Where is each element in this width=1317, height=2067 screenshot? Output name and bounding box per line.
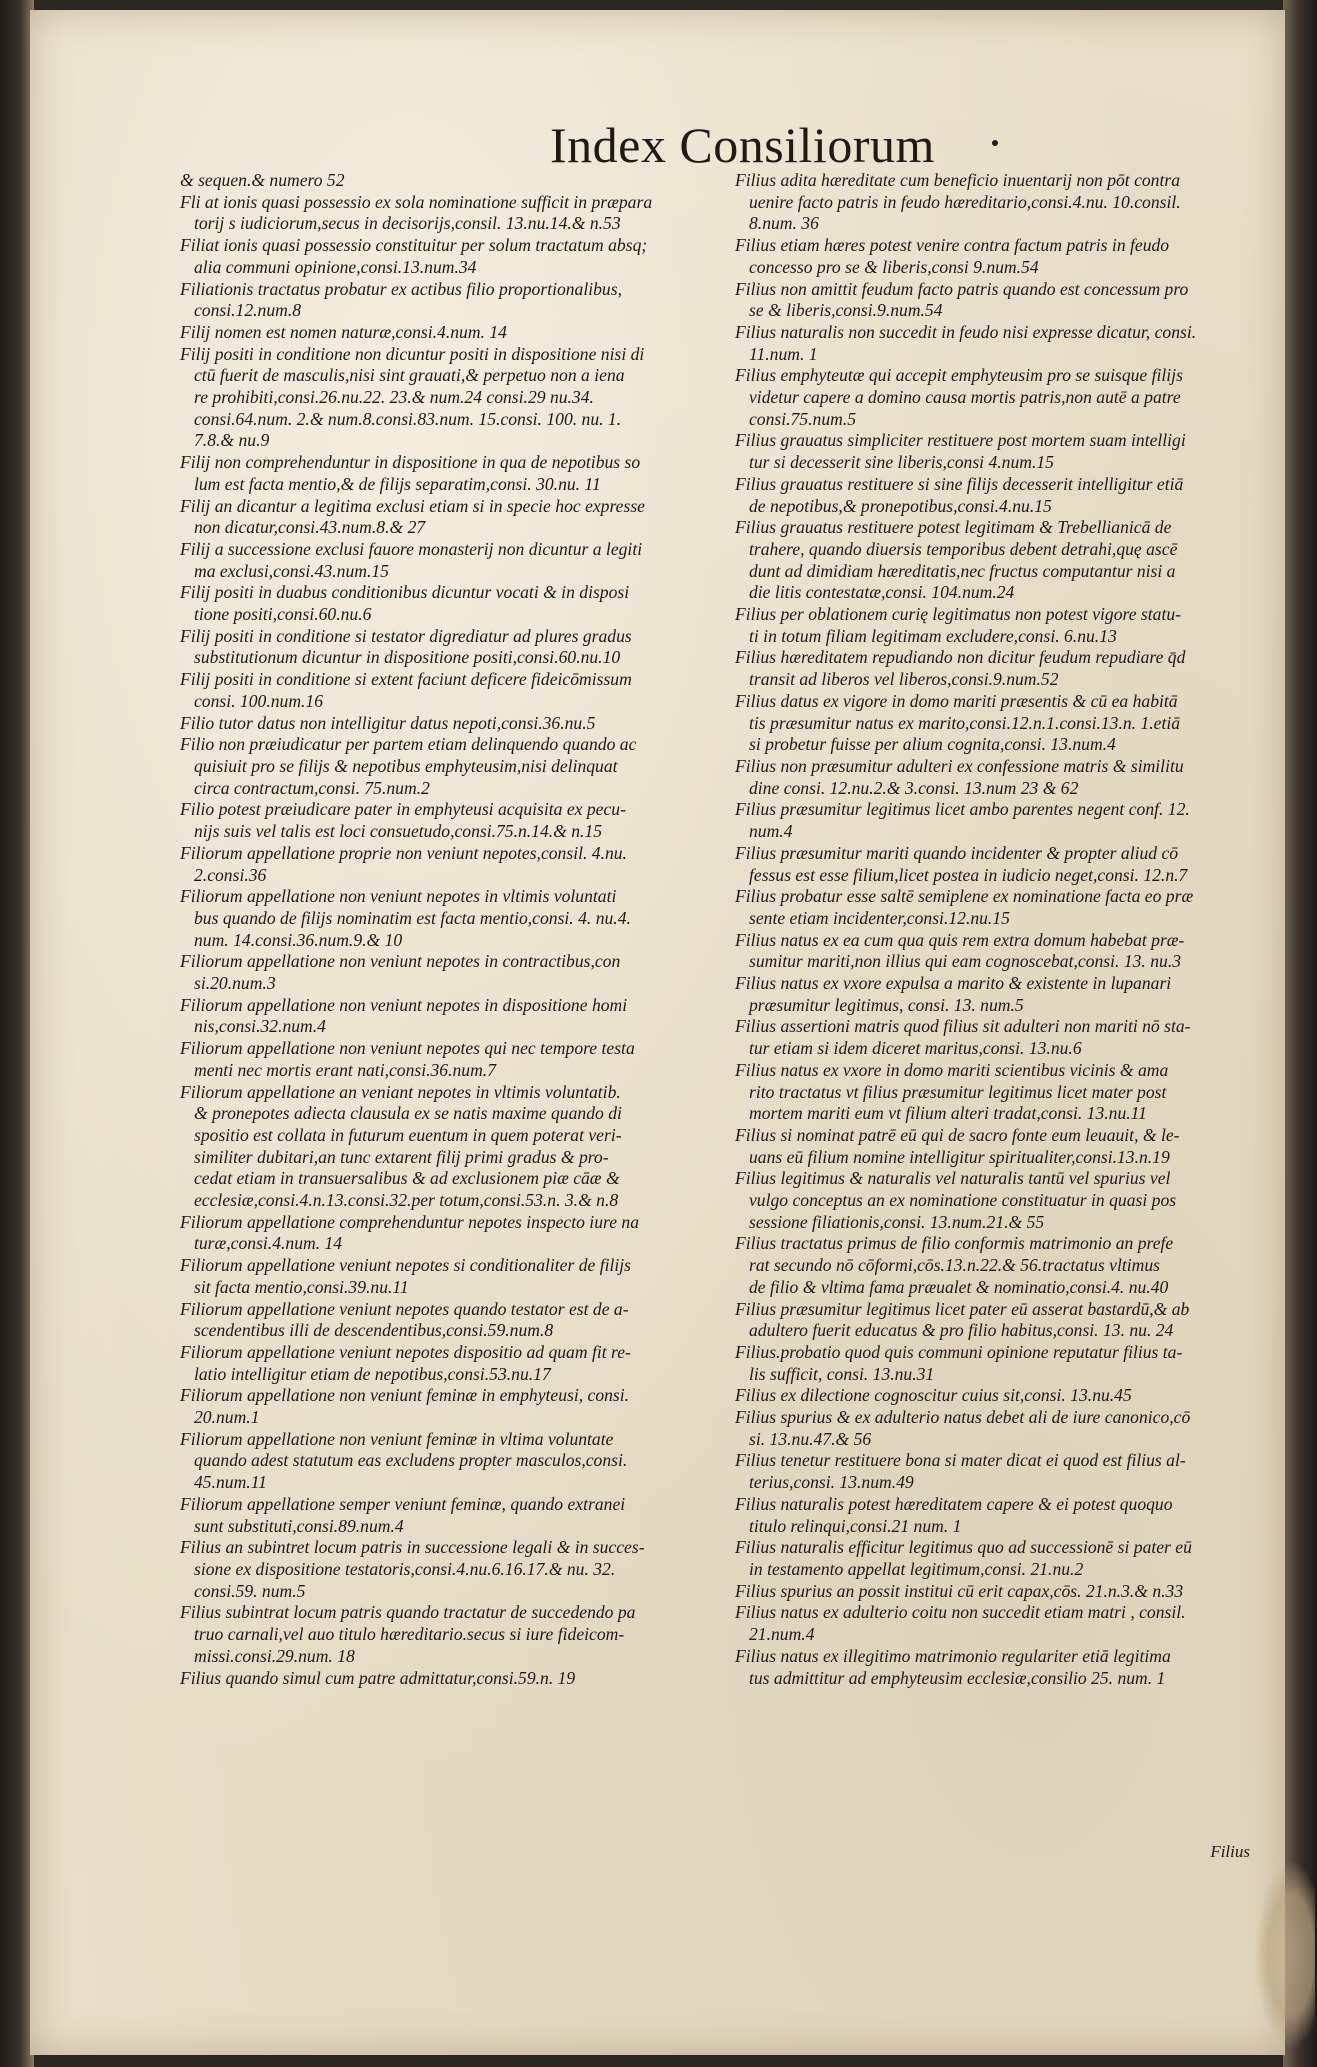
entry-continuation: ctū fuerit de masculis,nisi sint grauati,& perpetuo non a iena xyxy=(194,365,625,386)
entry-line: Filiorum appellatione non veniunt nepotes in vltimis voluntati xyxy=(180,886,617,907)
entry-continuation: lis sufficit, consi. 13.nu.31 xyxy=(749,1363,935,1384)
entry-line: Filiorum appellatione semper veniunt feminæ, quando extranei xyxy=(180,1493,626,1514)
entry-line: Filiorum appellatione non veniunt nepotes in dispositione homi xyxy=(180,994,628,1015)
entry-line: & sequen.& numero 52 xyxy=(180,170,345,190)
entry-continuation: terius,consi. 13.num.49 xyxy=(749,1472,914,1493)
entry-line: Filius quando simul cum patre admittatur,consi.59.n. 19 xyxy=(180,1667,576,1688)
entry-line: Filiorum appellatione non veniunt nepotes qui nec tempore testa xyxy=(180,1038,635,1059)
index-entry xyxy=(735,1602,1275,1645)
entry-continuation: re prohibiti,consi.26.nu.22. 23.& num.24 consi.29 nu.34. xyxy=(194,387,594,408)
entry-line: Filij positi in conditione si testator digrediatur ad plures gradus xyxy=(180,625,632,646)
entry-continuation: trahere, quando diuersis temporibus debent detrahi,quę ascē xyxy=(749,538,1178,559)
index-entry xyxy=(735,1494,1275,1537)
entry-line: Filiorum appellatione non veniunt nepotes in contractibus,con xyxy=(180,951,621,972)
index-entry xyxy=(180,1602,740,1667)
entry-continuation: 7.8.& nu.9 xyxy=(194,430,270,451)
entry-line: Filius naturalis efficitur legitimus quo ad successionē si pater eū xyxy=(735,1537,1192,1558)
entry-line: Filius natus ex adulterio coitu non succedit etiam matri , consil. xyxy=(735,1602,1186,1623)
entry-line: Filius.probatio quod quis communi opinione reputatur filius ta- xyxy=(735,1341,1183,1362)
entry-line: Filiorum appellatione non veniunt feminæ in vltima voluntate xyxy=(180,1428,614,1449)
paper-damage xyxy=(1255,1860,1315,2050)
entry-line: Filius præsumitur legitimus licet ambo parentes negent conf. 12. xyxy=(735,799,1190,820)
entry-continuation: non dicatur,consi.43.num.8.& 27 xyxy=(194,517,426,538)
entry-continuation: vulgo conceptus an ex nominatione constituatur in quasi pos xyxy=(749,1190,1177,1211)
index-entry xyxy=(180,1299,740,1342)
entry-line: Filius probatur esse saltē semiplene ex nominatione facta eo præ xyxy=(735,886,1194,907)
index-entry xyxy=(735,1060,1275,1125)
index-entry xyxy=(735,1450,1275,1493)
entry-continuation: 21.num.4 xyxy=(749,1624,815,1645)
entry-continuation: tione positi,consi.60.nu.6 xyxy=(194,604,372,625)
index-entry xyxy=(735,1646,1275,1689)
index-entry xyxy=(735,430,1275,473)
index-entry xyxy=(735,1125,1275,1168)
entry-continuation: rito tractatus vt filius præsumitur legitimus licet mater post xyxy=(749,1081,1167,1102)
entry-line: Filius tractatus primus de filio conformis matrimonio an prefe xyxy=(735,1233,1174,1254)
entry-continuation: adultero fuerit educatus & pro filio habitus,consi. 13. nu. 24 xyxy=(749,1320,1174,1341)
index-entry xyxy=(180,799,740,842)
entry-line: Filius subintrat locum patris quando tractatur de succedendo pa xyxy=(180,1602,636,1623)
index-entry xyxy=(180,582,740,625)
index-entry xyxy=(735,930,1275,973)
index-entry xyxy=(180,1212,740,1255)
index-entry xyxy=(180,1038,740,1081)
index-entry xyxy=(180,192,740,235)
entry-continuation: quisiuit pro se filijs & nepotibus emphyteusim,nisi delinquat xyxy=(194,755,618,776)
index-entry xyxy=(180,951,740,994)
index-entry xyxy=(735,1581,1275,1603)
entry-continuation: mortem mariti eum vt filium alteri tradat,consi. 13.nu.11 xyxy=(749,1103,1147,1124)
entry-continuation: in testamento appellat legitimum,consi. 21.nu.2 xyxy=(749,1559,1084,1579)
entry-continuation: se & liberis,consi.9.num.54 xyxy=(749,300,943,321)
entry-continuation: truo carnali,vel auo titulo hæreditario.secus si iure fideicom- xyxy=(194,1624,625,1645)
entry-line: Filius assertioni matris quod filius sit adulteri non mariti nō sta- xyxy=(735,1016,1191,1037)
entry-continuation: num. 14.consi.36.num.9.& 10 xyxy=(194,929,403,950)
entry-line: Filius natus ex ea cum qua quis rem extra domum habebat præ- xyxy=(735,929,1185,950)
index-entry xyxy=(735,1407,1275,1450)
entry-continuation: similiter dubitari,an tunc extarent filij primi gradus & pro- xyxy=(194,1146,609,1167)
entry-line: Filius si nominat patrē eū qui de sacro fonte eum leuauit, & le- xyxy=(735,1124,1180,1145)
entry-continuation: missi.consi.29.num. 18 xyxy=(194,1645,355,1666)
entry-continuation: num.4 xyxy=(749,821,793,842)
entry-continuation: fessus est esse filium,licet postea in iudicio neget,consi. 12.n.7 xyxy=(749,864,1188,885)
index-entry xyxy=(180,1668,740,1690)
index-entry xyxy=(735,604,1275,647)
index-column-right xyxy=(735,170,1275,1689)
index-entry xyxy=(180,344,740,453)
index-entry xyxy=(735,1342,1275,1385)
entry-line: Filius spurius an possit institui cū erit capax,cōs. 21.n.3.& n.33 xyxy=(735,1580,1184,1601)
entry-line: Filius præsumitur legitimus licet pater eū asserat bastardū,& ab xyxy=(735,1298,1190,1319)
index-entry xyxy=(735,973,1275,1016)
index-entry xyxy=(735,322,1275,365)
scan-background-left xyxy=(0,0,34,2067)
entry-continuation: si probetur fuisse per alium cognita,consi. 13.num.4 xyxy=(749,734,1116,755)
entry-continuation: tus admittitur ad emphyteusim ecclesiæ,consilio 25. num. 1 xyxy=(749,1667,1166,1688)
entry-continuation: substitutionum dicuntur in dispositione positi,consi.60.nu.10 xyxy=(194,647,621,668)
entry-continuation: turæ,consi.4.num. 14 xyxy=(194,1233,343,1254)
entry-line: Filiorum appellatione veniunt nepotes si conditionaliter de filijs xyxy=(180,1255,632,1276)
entry-line: Filiat ionis quasi possessio constituitur per solum tractatum absq; xyxy=(180,235,648,256)
entry-continuation: die litis contestatæ,consi. 104.num.24 xyxy=(749,582,1015,603)
entry-line: Filiorum appellatione comprehenduntur nepotes inspecto iure na xyxy=(180,1211,639,1232)
index-entry xyxy=(735,1299,1275,1342)
index-entry xyxy=(180,713,740,735)
entry-continuation: sumitur mariti,non illius qui eam cognoscebat,consi. 13. nu.3 xyxy=(749,951,1182,972)
entry-continuation: cedat etiam in transuersalibus & ad exclusionem piæ cāæ & xyxy=(194,1168,620,1189)
entry-continuation: scendentibus illi de descendentibus,consi.59.num.8 xyxy=(194,1320,554,1341)
entry-continuation: uans eū filium nomine intelligitur spiritualiter,consi.13.n.19 xyxy=(749,1146,1170,1167)
entry-continuation: de nepotibus,& pronepotibus,consi.4.nu.15 xyxy=(749,495,1052,516)
entry-continuation: consi. 100.num.16 xyxy=(194,690,324,711)
index-entry xyxy=(735,647,1275,690)
index-entry xyxy=(735,1233,1275,1298)
entry-continuation: transit ad liberos vel liberos,consi.9.num.52 xyxy=(749,669,1059,690)
index-entry xyxy=(180,1429,740,1494)
entry-continuation: tur etiam si idem diceret maritus,consi. 13.nu.6 xyxy=(749,1038,1082,1059)
index-entry xyxy=(735,279,1275,322)
entry-continuation: ecclesiæ,consi.4.n.13.consi.32.per totum,consi.53.n. 3.& n.8 xyxy=(194,1190,619,1211)
entry-line: Filiorum appellatione veniunt nepotes dispositio ad quam fit re- xyxy=(180,1341,631,1362)
entry-line: Filij nomen est nomen naturæ,consi.4.num. 14 xyxy=(180,321,507,342)
index-entry xyxy=(180,496,740,539)
index-entry xyxy=(180,1385,740,1428)
entry-continuation: & pronepotes adiecta clausula ex se natis maxime quando di xyxy=(194,1103,622,1124)
entry-continuation: spositio est collata in futurum euentum in quem poterat veri- xyxy=(194,1124,622,1145)
entry-continuation: circa contractum,consi. 75.num.2 xyxy=(194,777,430,798)
entry-line: Filius præsumitur mariti quando incidenter & propter aliud cō xyxy=(735,842,1179,863)
entry-line: Filius natus ex vxore in domo mariti scientibus vicinis & ama xyxy=(735,1059,1169,1080)
entry-line: Filius grauatus simpliciter restituere post mortem suam intelligi xyxy=(735,430,1186,451)
entry-continuation: 20.num.1 xyxy=(194,1407,260,1428)
index-entry xyxy=(735,799,1275,842)
entry-line: Filius natus ex vxore expulsa a marito & existente in lupanari xyxy=(735,973,1172,994)
entry-line: Filius non amittit feudum facto patris quando est concessum pro xyxy=(735,278,1189,299)
entry-continuation: lum est facta mentio,& de filijs separatim,consi. 30.nu. 11 xyxy=(194,473,601,494)
entry-continuation: latio intelligitur etiam de nepotibus,consi.53.nu.17 xyxy=(194,1363,551,1384)
index-entry xyxy=(735,365,1275,430)
index-entry xyxy=(735,1168,1275,1233)
index-entry xyxy=(180,1255,740,1298)
entry-line: Filiationis tractatus probatur ex actibus filio proportionalibus, xyxy=(180,278,622,299)
entry-continuation: consi.64.num. 2.& num.8.consi.83.num. 15.consi. 100. nu. 1. xyxy=(194,408,622,429)
entry-continuation: menti nec mortis erant nati,consi.36.num.7 xyxy=(194,1059,496,1080)
entry-line: Filiorum appellatione veniunt nepotes quando testator est de a- xyxy=(180,1298,629,1319)
entry-continuation: si.20.num.3 xyxy=(194,973,276,994)
entry-line: Filiorum appellatione an veniant nepotes in vltimis voluntatib. xyxy=(180,1081,621,1102)
entry-line: Filij positi in conditione non dicuntur positi in dispositione nisi di xyxy=(180,343,645,364)
index-entry xyxy=(180,170,740,192)
entry-line: Filio potest præiudicare pater in emphyteusi acquisita ex pecu- xyxy=(180,799,626,820)
entry-continuation: de filio & vltima fama præualet & nominatio,consi.4. nu.40 xyxy=(749,1276,1169,1297)
entry-line: Filius naturalis non succedit in feudo nisi expresse dicatur, consi. xyxy=(735,321,1197,342)
index-entry xyxy=(735,170,1275,235)
entry-continuation: uenire facto patris in feudo hæreditario,consi.4.nu. 10.consil. xyxy=(749,191,1181,212)
entry-continuation: bus quando de filijs nominatim est facta mentio,consi. 4. nu.4. xyxy=(194,907,631,928)
index-entry xyxy=(735,1537,1275,1580)
entry-continuation: 11.num. 1 xyxy=(749,343,818,364)
index-entry xyxy=(735,843,1275,886)
entry-continuation: sione ex dispositione testatoris,consi.4.nu.6.16.17.& nu. 32. xyxy=(194,1559,616,1579)
index-entry xyxy=(180,995,740,1038)
entry-line: Filij non comprehenduntur in dispositione in qua de nepotibus so xyxy=(180,452,641,473)
entry-continuation: rat secundo nō cōformi,cōs.13.n.22.& 56.tractatus vltimus xyxy=(749,1255,1160,1276)
page-title: Index Consiliorum xyxy=(550,117,935,173)
entry-continuation: consi.59. num.5 xyxy=(194,1580,306,1601)
entry-continuation: sessione filiationis,consi. 13.num.21.& 55 xyxy=(749,1211,1045,1232)
entry-line: Filio non præiudicatur per partem etiam delinquendo quando ac xyxy=(180,734,637,755)
index-entry xyxy=(180,322,740,344)
index-column-left xyxy=(180,170,740,1689)
entry-line: Filius legitimus & naturalis vel naturalis tantū vel spurius vel xyxy=(735,1168,1171,1189)
entry-line: Filij positi in duabus conditionibus dicuntur vocati & in disposi xyxy=(180,582,630,603)
entry-line: Filius tenetur restituere bona si mater dicat ei quod est filius al- xyxy=(735,1450,1186,1471)
entry-line: Filij a successione exclusi fauore monasterij non dicuntur a legiti xyxy=(180,538,643,559)
index-entry xyxy=(180,1494,740,1537)
entry-line: Filiorum appellatione proprie non veniunt nepotes,consil. 4.nu. xyxy=(180,842,627,863)
entry-continuation: ma exclusi,consi.43.num.15 xyxy=(194,560,389,581)
entry-continuation: ti in totum filiam legitimam excludere,consi. 6.nu.13 xyxy=(749,625,1117,646)
entry-line: Filius naturalis potest hæreditatem capere & ei potest quoquo xyxy=(735,1493,1173,1514)
entry-line: Filius non præsumitur adulteri ex confessione matris & similitu xyxy=(735,755,1184,776)
index-entry xyxy=(180,539,740,582)
entry-line: Filio tutor datus non intelligitur datus nepoti,consi.36.nu.5 xyxy=(180,712,596,733)
entry-line: Filij an dicantur a legitima exclusi etiam si in specie hoc expresse xyxy=(180,495,645,516)
entry-continuation: videtur capere a domino causa mortis patris,non autē a patre xyxy=(749,387,1181,408)
entry-line: Filius etiam hæres potest venire contra factum patris in feudo xyxy=(735,235,1170,256)
index-entry xyxy=(735,691,1275,756)
index-entry xyxy=(180,1537,740,1602)
index-entry xyxy=(180,279,740,322)
entry-continuation: præsumitur legitimus, consi. 13. num.5 xyxy=(749,994,1024,1015)
index-entry xyxy=(735,517,1275,604)
entry-line: Filius per oblationem curię legitimatus non potest vigore statu- xyxy=(735,604,1181,625)
entry-continuation: dine consi. 12.nu.2.& 3.consi. 13.num 23 & 62 xyxy=(749,777,1079,798)
index-entry xyxy=(735,1385,1275,1407)
index-entry xyxy=(735,756,1275,799)
entry-continuation: sunt substituti,consi.89.num.4 xyxy=(194,1515,404,1536)
entry-continuation: sente etiam incidenter,consi.12.nu.15 xyxy=(749,907,1010,928)
index-entry xyxy=(180,235,740,278)
entry-continuation: torij s iudiciorum,secus in decisorijs,consil. 13.nu.14.& n.53 xyxy=(194,213,621,234)
entry-line: Filius adita hæreditate cum beneficio inuentarij non pōt contra xyxy=(735,170,1181,190)
index-entry xyxy=(735,474,1275,517)
index-entry xyxy=(180,843,740,886)
entry-line: Filius datus ex vigore in domo mariti præsentis & cū ea habitā xyxy=(735,690,1178,711)
entry-continuation: nis,consi.32.num.4 xyxy=(194,1016,326,1037)
entry-continuation: tur si decesserit sine liberis,consi 4.num.15 xyxy=(749,452,1054,473)
index-entry xyxy=(180,452,740,495)
entry-continuation: 45.num.11 xyxy=(194,1472,267,1493)
index-entry xyxy=(735,886,1275,929)
entry-continuation: concesso pro se & liberis,consi 9.num.54 xyxy=(749,256,1039,277)
catchword: Filius xyxy=(1210,1842,1250,1861)
index-entry xyxy=(180,1342,740,1385)
entry-line: Filius emphyteutæ qui accepit emphyteusim pro se suisque filijs xyxy=(735,365,1183,386)
entry-line: Filius natus ex illegitimo matrimonio regulariter etiā legitima xyxy=(735,1645,1171,1666)
entry-line: Filij positi in conditione si extent faciunt deficere fideicōmissum xyxy=(180,669,632,690)
entry-continuation: dunt ad dimidiam hæreditatis,nec fructus computantur nisi a xyxy=(749,560,1176,581)
entry-line: Filius grauatus restituere potest legitimam & Trebellianicā de xyxy=(735,517,1172,538)
scan-background-right xyxy=(1283,0,1317,2067)
entry-line: Fli at ionis quasi possessio ex sola nominatione sufficit in præpara xyxy=(180,191,653,212)
entry-line: Filius spurius & ex adulterio natus debet ali de iure canonico,cō xyxy=(735,1407,1191,1428)
ornament-dot xyxy=(992,140,998,146)
index-entry xyxy=(180,886,740,951)
entry-line: Filius grauatus restituere si sine filijs decesserit intelligitur etiā xyxy=(735,473,1184,494)
entry-continuation: consi.12.num.8 xyxy=(194,300,302,321)
entry-continuation: 2.consi.36 xyxy=(194,864,267,885)
index-entry xyxy=(180,669,740,712)
entry-continuation: alia communi opinione,consi.13.num.34 xyxy=(194,256,477,277)
index-entry xyxy=(735,235,1275,278)
entry-continuation: quando adest statutum eas excludens propter masculos,consi. xyxy=(194,1450,628,1471)
index-entry xyxy=(180,734,740,799)
entry-line: Filius ex dilectione cognoscitur cuius sit,consi. 13.nu.45 xyxy=(735,1385,1132,1406)
entry-continuation: sit facta mentio,consi.39.nu.11 xyxy=(194,1276,409,1297)
index-entry xyxy=(180,626,740,669)
index-entry xyxy=(180,1082,740,1212)
entry-continuation: nijs suis vel talis est loci consuetudo,consi.75.n.14.& n.15 xyxy=(194,821,603,842)
entry-line: Filiorum appellatione non veniunt feminæ in emphyteusi, consi. xyxy=(180,1385,630,1406)
index-entry xyxy=(735,1016,1275,1059)
entry-continuation: consi.75.num.5 xyxy=(749,408,857,429)
entry-continuation: 8.num. 36 xyxy=(749,213,819,234)
entry-continuation: tis præsumitur natus ex marito,consi.12.n.1.consi.13.n. 1.etiā xyxy=(749,712,1181,733)
entry-continuation: titulo relinqui,consi.21 num. 1 xyxy=(749,1515,962,1536)
entry-continuation: si. 13.nu.47.& 56 xyxy=(749,1428,872,1449)
entry-line: Filius hæreditatem repudiando non dicitur feudum repudiare q̄d xyxy=(735,647,1186,668)
entry-line: Filius an subintret locum patris in successione legali & in succes- xyxy=(180,1537,645,1558)
